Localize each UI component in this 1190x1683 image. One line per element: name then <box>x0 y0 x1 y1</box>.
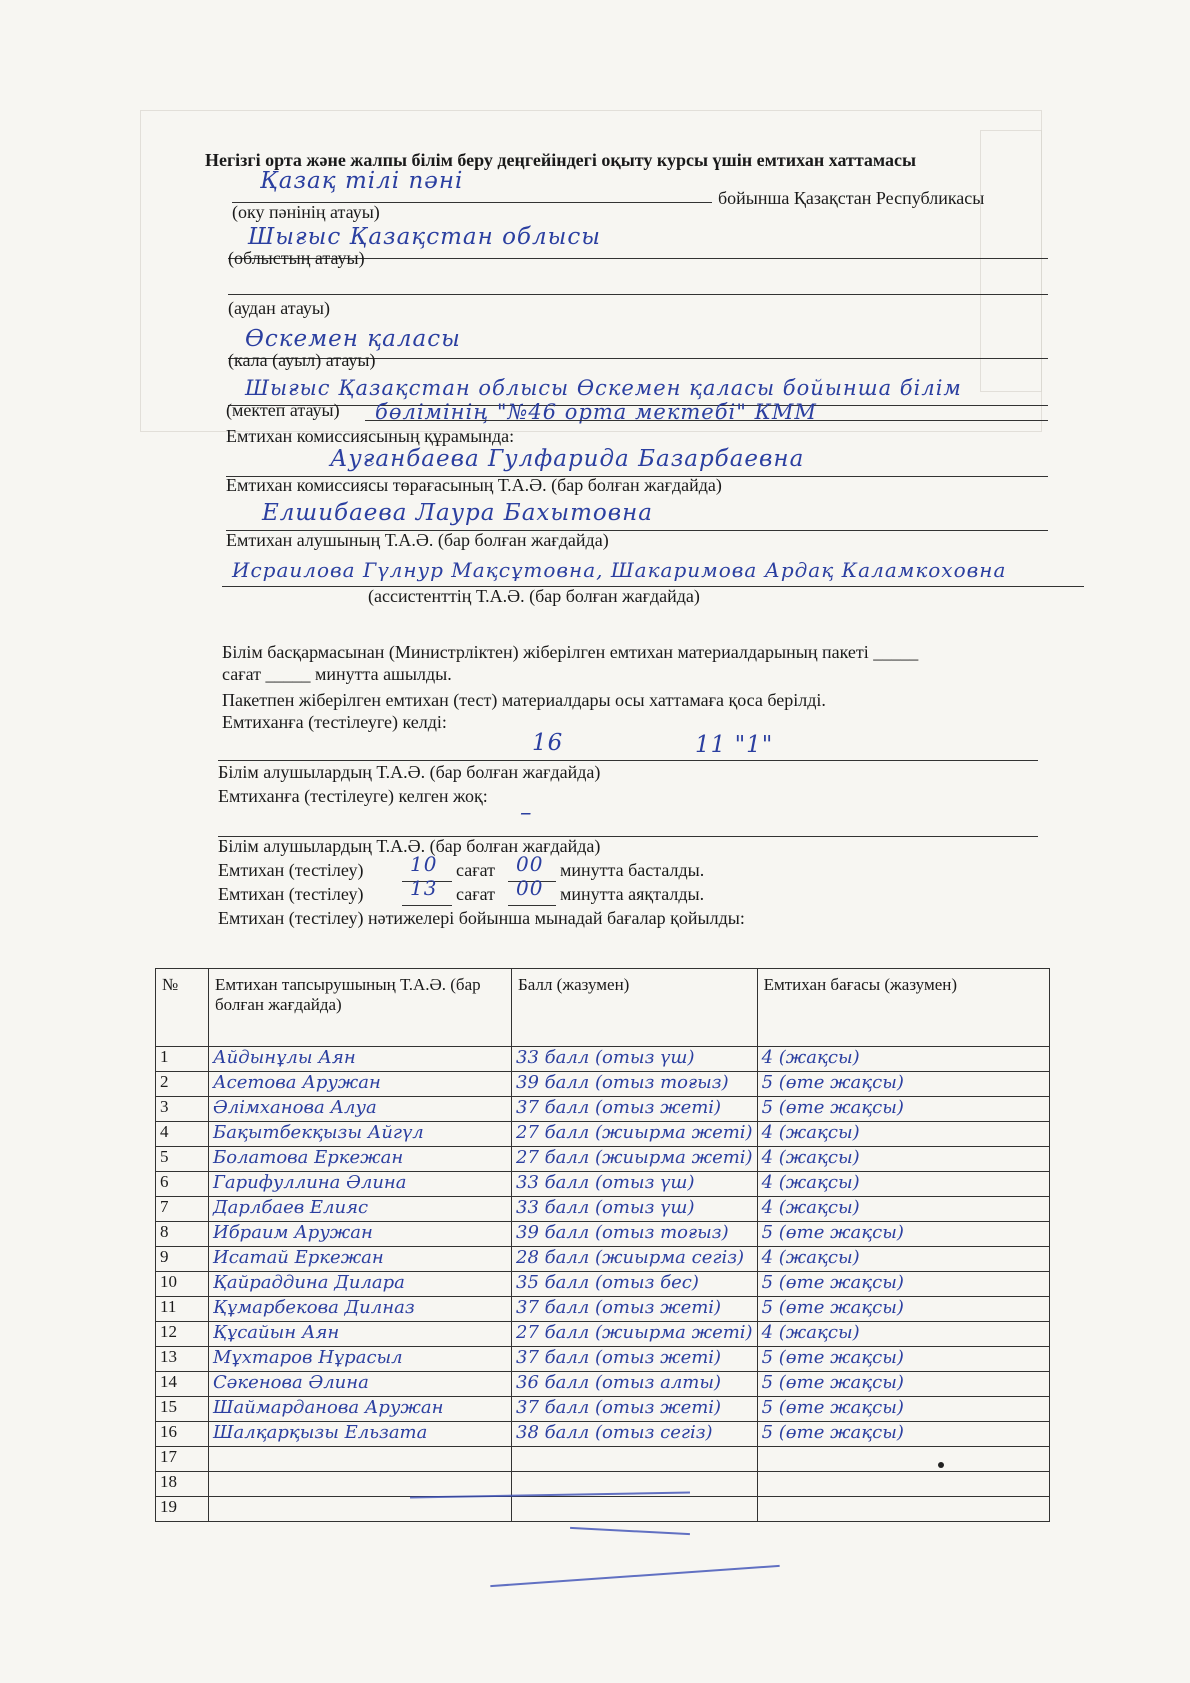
grade-value: 5 (өте жақсы) <box>757 1222 1049 1247</box>
absent-value: – <box>520 800 533 826</box>
row-number: 14 <box>156 1372 209 1397</box>
grade-value: 4 (жақсы) <box>757 1147 1049 1172</box>
row-number: 19 <box>156 1497 209 1522</box>
grade-value: 5 (өте жақсы) <box>757 1072 1049 1097</box>
subject-label: (оку пәнінің атауы) <box>232 202 380 222</box>
table-row <box>156 1322 1050 1347</box>
grade-value <box>757 1472 1049 1497</box>
score-value: 36 балл (отыз алты) <box>512 1372 758 1397</box>
ink-dot <box>938 1462 944 1468</box>
assistant-value: Исраилова Гүлнур Мақсұтовна, Шакаримова Ардақ Каламкоховна <box>232 558 1007 582</box>
came-count: 16 <box>532 730 564 756</box>
score-value: 27 балл (жиырма жеті) <box>512 1322 758 1347</box>
row-number: 15 <box>156 1397 209 1422</box>
end-hour: 13 <box>410 876 438 900</box>
student-name: Мұхтаров Нұрасыл <box>209 1347 512 1372</box>
header-name: Емтихан тапсырушының Т.А.Ә. (бар болған жағдайда) <box>209 969 512 1047</box>
student-name: Дарлбаев Елияс <box>209 1197 512 1222</box>
score-value: 27 балл (жиырма жеті) <box>512 1122 758 1147</box>
table-row <box>156 1247 1050 1272</box>
header-number: № <box>156 969 209 1047</box>
student-name <box>209 1472 512 1497</box>
grade-value: 4 (жақсы) <box>757 1247 1049 1272</box>
score-value: 37 балл (отыз жеті) <box>512 1397 758 1422</box>
chair-label: Емтихан комиссиясы төрағасының Т.А.Ә. (бар болған жағдайда) <box>226 475 722 495</box>
student-name: Қайраддина Дилара <box>209 1272 512 1297</box>
student-name: Бақытбекқызы Айгүл <box>209 1122 512 1147</box>
grade-value: 4 (жақсы) <box>757 1047 1049 1072</box>
school-line2 <box>365 420 1048 421</box>
results-table-body <box>156 1047 1050 1522</box>
end-hour-line <box>402 905 452 906</box>
row-number: 8 <box>156 1222 209 1247</box>
score-value: 37 балл (отыз жеті) <box>512 1347 758 1372</box>
commission-heading: Емтихан комиссиясының құрамында: <box>226 426 515 446</box>
start-min: 00 <box>516 852 544 876</box>
student-name: Сәкенова Әлина <box>209 1372 512 1397</box>
student-name: Шаймарданова Аружан <box>209 1397 512 1422</box>
table-row <box>156 1347 1050 1372</box>
student-name: Құсайын Аян <box>209 1322 512 1347</box>
row-number: 6 <box>156 1172 209 1197</box>
table-row <box>156 1172 1050 1197</box>
grade-value: 5 (өте жақсы) <box>757 1422 1049 1447</box>
score-value: 33 балл (отыз үш) <box>512 1047 758 1072</box>
end-hour-unit: сағат <box>456 884 495 904</box>
table-row <box>156 1197 1050 1222</box>
page-title: Негізгі орта және жалпы білім беру деңгейіндегі оқыту курсы үшін емтихан хаттамасы <box>205 150 917 170</box>
row-number: 1 <box>156 1047 209 1072</box>
score-value <box>512 1497 758 1522</box>
score-value: 39 балл (отыз тоғыз) <box>512 1222 758 1247</box>
student-name: Гарифуллина Әлина <box>209 1172 512 1197</box>
row-number: 10 <box>156 1272 209 1297</box>
student-name: Ибраим Аружан <box>209 1222 512 1247</box>
row-number: 13 <box>156 1347 209 1372</box>
student-name: Асетова Аружан <box>209 1072 512 1097</box>
came-students-label: Білім алушылардың Т.А.Ә. (бар болған жағдайда) <box>218 762 601 782</box>
row-number: 18 <box>156 1472 209 1497</box>
grade-value: 5 (өте жақсы) <box>757 1372 1049 1397</box>
student-name: Әлімханова Алуа <box>209 1097 512 1122</box>
table-row <box>156 1047 1050 1072</box>
pen-stroke-3 <box>490 1565 779 1587</box>
school-value-line2: бөлімінің "№46 орта мектебі" КММ <box>375 400 817 424</box>
row-number: 11 <box>156 1297 209 1322</box>
grade-value <box>757 1447 1049 1472</box>
chair-value: Ауғанбаева Гулфарида Базарбаевна <box>330 446 805 472</box>
row-number: 7 <box>156 1197 209 1222</box>
student-name <box>209 1447 512 1472</box>
end-suffix: минутта аяқталды. <box>560 884 705 904</box>
score-value: 37 балл (отыз жеті) <box>512 1097 758 1122</box>
city-value: Өскемен қаласы <box>245 326 461 352</box>
score-value: 33 балл (отыз үш) <box>512 1197 758 1222</box>
score-value: 39 балл (отыз тоғыз) <box>512 1072 758 1097</box>
grade-value: 4 (жақсы) <box>757 1172 1049 1197</box>
score-value: 37 балл (отыз жеті) <box>512 1297 758 1322</box>
grade-value: 4 (жақсы) <box>757 1122 1049 1147</box>
score-value: 33 балл (отыз үш) <box>512 1172 758 1197</box>
city-label: (кала (ауыл) атауы) <box>228 350 376 370</box>
row-number: 3 <box>156 1097 209 1122</box>
subject-value: Қазақ тілі пәні <box>260 168 464 194</box>
absent-students-label: Білім алушылардың Т.А.Ә. (бар болған жағдайда) <box>218 836 601 856</box>
start-hour-unit: сағат <box>456 860 495 880</box>
student-name <box>209 1497 512 1522</box>
grade-value: 5 (өте жақсы) <box>757 1347 1049 1372</box>
score-value <box>512 1447 758 1472</box>
table-row <box>156 1097 1050 1122</box>
score-value: 28 балл (жиырма сегіз) <box>512 1247 758 1272</box>
grade-value: 5 (өте жақсы) <box>757 1297 1049 1322</box>
student-name: Болатова Еркежан <box>209 1147 512 1172</box>
end-min: 00 <box>516 876 544 900</box>
end-min-line <box>508 905 556 906</box>
subject-suffix: бойынша Қазақстан Республикасы <box>718 188 985 208</box>
start-suffix: минутта басталды. <box>560 860 705 880</box>
grade-value: 4 (жақсы) <box>757 1322 1049 1347</box>
school-value-line1: Шығыс Қазақстан облысы Өскемен қаласы бойынша білім <box>245 376 962 400</box>
examiner-value: Елшибаева Лаура Бахытовна <box>262 500 654 526</box>
materials-attached: Пакетпен жіберілген емтихан (тест) материалдары осы хаттамаға қоса берілді. <box>222 690 826 710</box>
header-grade: Емтихан бағасы (жазумен) <box>757 969 1049 1047</box>
table-row <box>156 1147 1050 1172</box>
school-label: (мектеп атауы) <box>226 400 340 420</box>
student-name: Айдынұлы Аян <box>209 1047 512 1072</box>
score-value: 35 балл (отыз бес) <box>512 1272 758 1297</box>
district-line <box>228 294 1048 295</box>
score-value: 38 балл (отыз сегіз) <box>512 1422 758 1447</box>
table-row <box>156 1272 1050 1297</box>
grade-value: 5 (өте жақсы) <box>757 1272 1049 1297</box>
absent-label: Емтиханға (тестілеуге) келген жоқ: <box>218 786 488 806</box>
came-label: Емтиханға (тестілеуге) келді: <box>222 712 447 732</box>
table-row <box>156 1297 1050 1322</box>
table-row <box>156 1122 1050 1147</box>
table-row <box>156 1422 1050 1447</box>
results-table <box>155 968 1050 1522</box>
row-number: 9 <box>156 1247 209 1272</box>
came-note: 11 "1" <box>695 732 774 758</box>
table-row <box>156 1222 1050 1247</box>
score-value: 27 балл (жиырма жеті) <box>512 1147 758 1172</box>
row-number: 17 <box>156 1447 209 1472</box>
package-opened-line2: сағат _____ минутта ашылды. <box>222 664 452 684</box>
row-number: 4 <box>156 1122 209 1147</box>
table-row <box>156 1447 1050 1472</box>
assistant-label: (ассистенттің Т.А.Ә. (бар болған жағдайда) <box>368 586 700 606</box>
grade-value <box>757 1497 1049 1522</box>
table-header-row <box>156 969 1050 1047</box>
header-score: Балл (жазумен) <box>512 969 758 1047</box>
district-label: (аудан атауы) <box>228 298 330 318</box>
region-value: Шығыс Қазақстан облысы <box>248 224 601 250</box>
table-row <box>156 1372 1050 1397</box>
grade-value: 5 (өте жақсы) <box>757 1397 1049 1422</box>
results-line: Емтихан (тестілеу) нәтижелері бойынша мынадай бағалар қойылды: <box>218 908 745 928</box>
end-prefix: Емтихан (тестілеу) <box>218 884 364 904</box>
student-name: Исатай Еркежан <box>209 1247 512 1272</box>
start-hour: 10 <box>410 852 438 876</box>
student-name: Құмарбекова Дилназ <box>209 1297 512 1322</box>
row-number: 12 <box>156 1322 209 1347</box>
examiner-label: Емтихан алушының Т.А.Ә. (бар болған жағдайда) <box>226 530 609 550</box>
student-name: Шалқарқызы Ельзата <box>209 1422 512 1447</box>
grade-value: 4 (жақсы) <box>757 1197 1049 1222</box>
package-opened-line1: Білім басқармасынан (Министрліктен) жіберілген емтихан материалдарының пакеті _____ <box>222 642 919 662</box>
region-label: (облыстың атауы) <box>228 248 365 268</box>
table-row <box>156 1497 1050 1522</box>
came-line <box>218 760 1038 761</box>
row-number: 2 <box>156 1072 209 1097</box>
row-number: 5 <box>156 1147 209 1172</box>
pen-stroke-2 <box>570 1527 690 1535</box>
row-number: 16 <box>156 1422 209 1447</box>
table-row <box>156 1072 1050 1097</box>
table-row <box>156 1397 1050 1422</box>
grade-value: 5 (өте жақсы) <box>757 1097 1049 1122</box>
start-prefix: Емтихан (тестілеу) <box>218 860 364 880</box>
